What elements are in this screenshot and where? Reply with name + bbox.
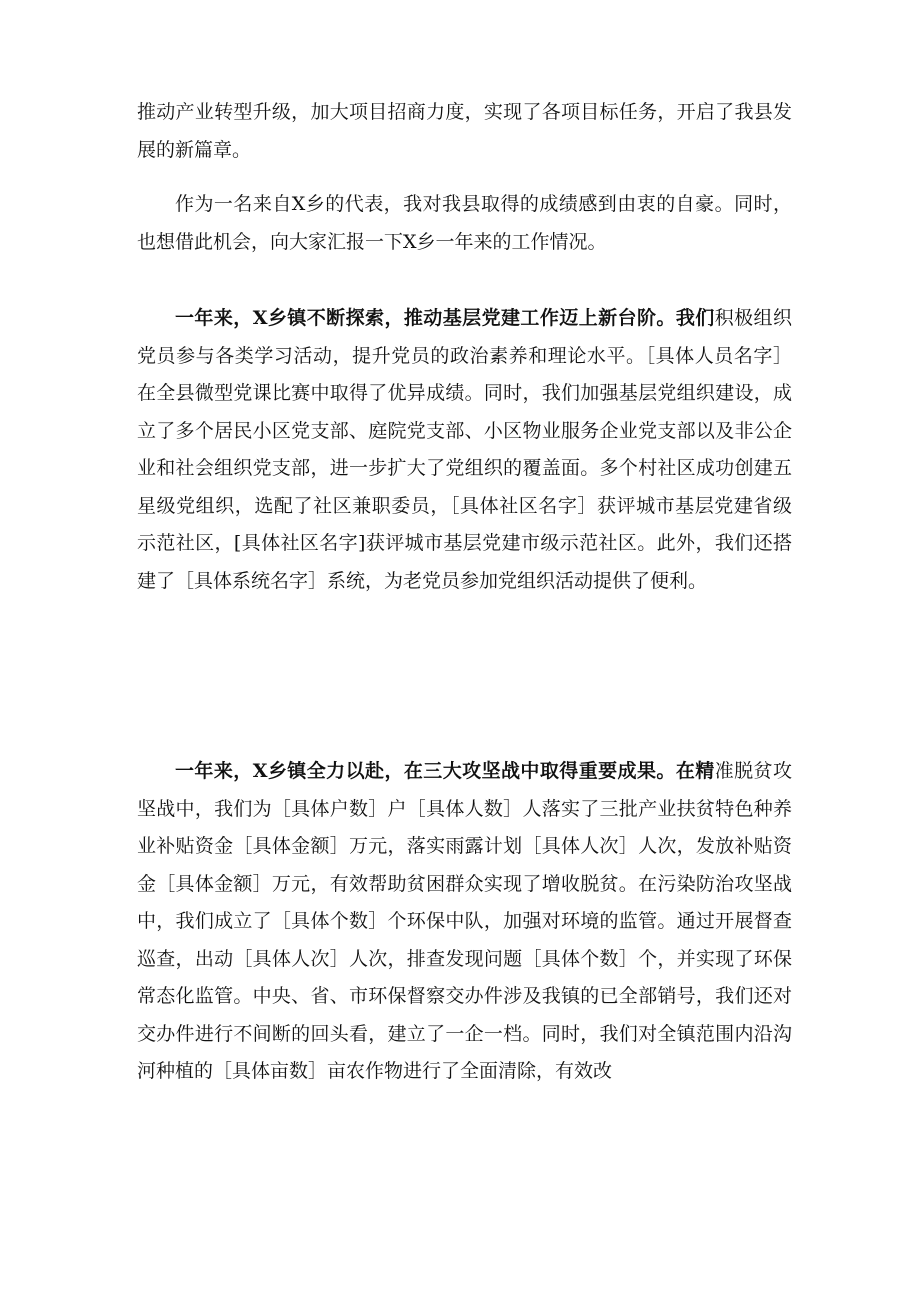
- paragraph-text: 作为一名来自X乡的代表，我对我县取得的成绩感到由衷的自豪。同时，也想借此机会，向大家汇报一下X乡一年来的工作情况。: [137, 193, 792, 253]
- paragraph-lead-bold: 一年来，X乡镇不断探索，推动基层党建工作迈上新台阶。我们: [175, 307, 715, 329]
- paragraph-lead-bold: 一年来，X乡镇全力以赴，在三大攻坚战中取得重要成果。在精: [175, 760, 715, 782]
- paragraph-introduction: [137, 186, 792, 261]
- paragraph-continuation: [137, 94, 792, 169]
- paragraph-text: 推动产业转型升级，加大项目招商力度，实现了各项目标任务，开启了我县发展的新篇章。: [137, 101, 792, 161]
- paragraph-text: 准脱贫攻坚战中，我们为［具体户数］户［具体人数］人落实了三批产业扶贫特色种养业补贴资金［具体金额］万元，落实雨露计划［具体人次］人次，发放补贴资金［具体金额］万元，有效帮助贫困群众实现了增收脱贫。在污染防治攻坚战中，我们成立了［具体个数］个环保中队，加强对环境的监管。通过开展督查巡查，出动［具体人次］人次，排查发现问题［具体个数］个，并实现了环保常态化监管。中央、省、市环保督察交办件涉及我镇的已全部销号，我们还对交办件进行不间断的回头看，建立了一企一档。同时，我们对全镇范围内沿沟河种植的［具体亩数］亩农作物进行了全面清除，有效改: [137, 760, 792, 1082]
- paragraph-party-building: [137, 300, 792, 600]
- paragraph-text: 积极组织党员参与各类学习活动，提升党员的政治素养和理论水平。［具体人员名字］在全县微型党课比赛中取得了优异成绩。同时，我们加强基层党组织建设，成立了多个居民小区党支部、庭院党支部、小区物业服务企业党支部以及非公企业和社会组织党支部，进一步扩大了党组织的覆盖面。多个村社区成功创建五星级党组织，选配了社区兼职委员，［具体社区名字］获评城市基层党建省级示范社区，[具体社区名字]获评城市基层党建市级示范社区。此外，我们还搭建了［具体系统名字］系统，为老党员参加党组织活动提供了便利。: [137, 307, 792, 592]
- paragraph-three-battles: [137, 753, 792, 1091]
